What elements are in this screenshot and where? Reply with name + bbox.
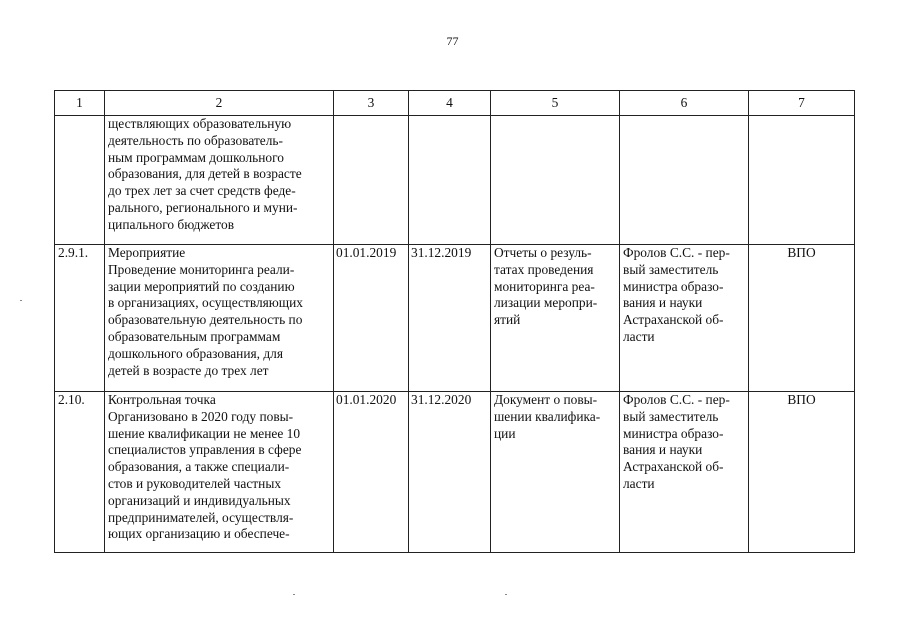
text-line: ющих организацию и обеспече- <box>108 526 290 542</box>
header-row <box>55 91 855 116</box>
table-row <box>55 116 855 245</box>
row-number-cell: 2.10. <box>55 392 105 553</box>
text-line: лизации меропри- <box>494 295 598 311</box>
text-line: вый заместитель <box>623 261 719 277</box>
end-date-cell: 31.12.2020 <box>409 392 491 553</box>
text-line: рального, регионального и муни- <box>108 199 298 215</box>
text-line: вый заместитель <box>623 408 719 424</box>
start-date-cell: 01.01.2020 <box>334 392 409 553</box>
text-line: Фролов С.С. - пер- <box>623 392 730 407</box>
text-line: ласти <box>623 475 655 491</box>
text-line: детей в возрасте до трех лет <box>108 362 269 378</box>
text-line: организаций и индивидуальных <box>108 492 291 508</box>
responsible-cell <box>620 116 749 245</box>
text-line: шении квалифика- <box>494 408 601 424</box>
col-header-2: 2 <box>105 91 334 116</box>
scan-speck <box>505 594 507 595</box>
end-date-cell <box>409 116 491 245</box>
text-line: министра образо- <box>623 278 724 294</box>
responsible-cell <box>620 392 749 553</box>
col-header-6: 6 <box>620 91 749 116</box>
source-cell: ВПО <box>749 245 855 392</box>
page-number: 77 <box>446 34 459 48</box>
row-number-cell <box>55 116 105 245</box>
end-date-cell: 31.12.2019 <box>409 245 491 392</box>
text-line: вания и науки <box>623 442 703 458</box>
text-line: Организовано в 2020 году повы- <box>108 408 294 424</box>
text-line: Мероприятие <box>108 245 186 260</box>
text-line: Документ о повы- <box>494 392 598 407</box>
start-date-cell: 01.01.2019 <box>334 245 409 392</box>
scan-speck <box>293 594 295 595</box>
text-line: стов и руководителей частных <box>108 475 282 491</box>
text-line: предпринимателей, осуществля- <box>108 509 294 525</box>
col-header-3: 3 <box>334 91 409 116</box>
text-line: мониторинга реа- <box>494 278 595 294</box>
text-line: Астраханской об- <box>623 459 724 475</box>
table-row <box>55 245 855 392</box>
result-cell <box>491 245 620 392</box>
col-header-5: 5 <box>491 91 620 116</box>
text-line: образовательную деятельность по <box>108 312 303 328</box>
text-line: ным программам дошкольного <box>108 149 284 165</box>
text-line: деятельность по образователь- <box>108 132 283 148</box>
text-line: Проведение мониторинга реали- <box>108 261 295 277</box>
text-line: ции <box>494 425 516 441</box>
text-line: образования, а также специали- <box>108 459 290 475</box>
text-line: образовательным программам <box>108 328 281 344</box>
col-header-4: 4 <box>409 91 491 116</box>
source-cell <box>749 116 855 245</box>
text-line: Фролов С.С. - пер- <box>623 245 730 260</box>
row-number-cell: 2.9.1. <box>55 245 105 392</box>
scan-speck <box>20 300 22 301</box>
col-header-7: 7 <box>749 91 855 116</box>
responsible-cell <box>620 245 749 392</box>
text-line: вания и науки <box>623 295 703 311</box>
text-line: зации мероприятий по созданию <box>108 278 295 294</box>
text-line: Контрольная точка <box>108 392 216 407</box>
measure-name-cell <box>105 245 334 392</box>
text-line: министра образо- <box>623 425 724 441</box>
result-cell <box>491 116 620 245</box>
col-header-1: 1 <box>55 91 105 116</box>
text-line: специалистов управления в сфере <box>108 442 302 458</box>
text-line: шение квалификации не менее 10 <box>108 425 301 441</box>
text-line: Астраханской об- <box>623 312 724 328</box>
result-cell <box>491 392 620 553</box>
measures-table <box>54 90 855 553</box>
source-cell: ВПО <box>749 392 855 553</box>
table-row <box>55 392 855 553</box>
start-date-cell <box>334 116 409 245</box>
text-line: ятий <box>494 312 521 328</box>
text-line: ципального бюджетов <box>108 216 235 232</box>
measure-name-cell <box>105 392 334 553</box>
text-line: образования, для детей в возрасте <box>108 166 302 182</box>
text-line: до трех лет за счет средств феде- <box>108 183 296 199</box>
text-line: ласти <box>623 328 655 344</box>
text-line: в организациях, осуществляющих <box>108 295 303 311</box>
text-line: Отчеты о резуль- <box>494 245 592 260</box>
text-line: дошкольного образования, для <box>108 345 283 361</box>
text-line: татах проведения <box>494 261 594 277</box>
text-line: ществляющих образовательную <box>108 116 292 131</box>
measure-name-cell <box>105 116 334 245</box>
